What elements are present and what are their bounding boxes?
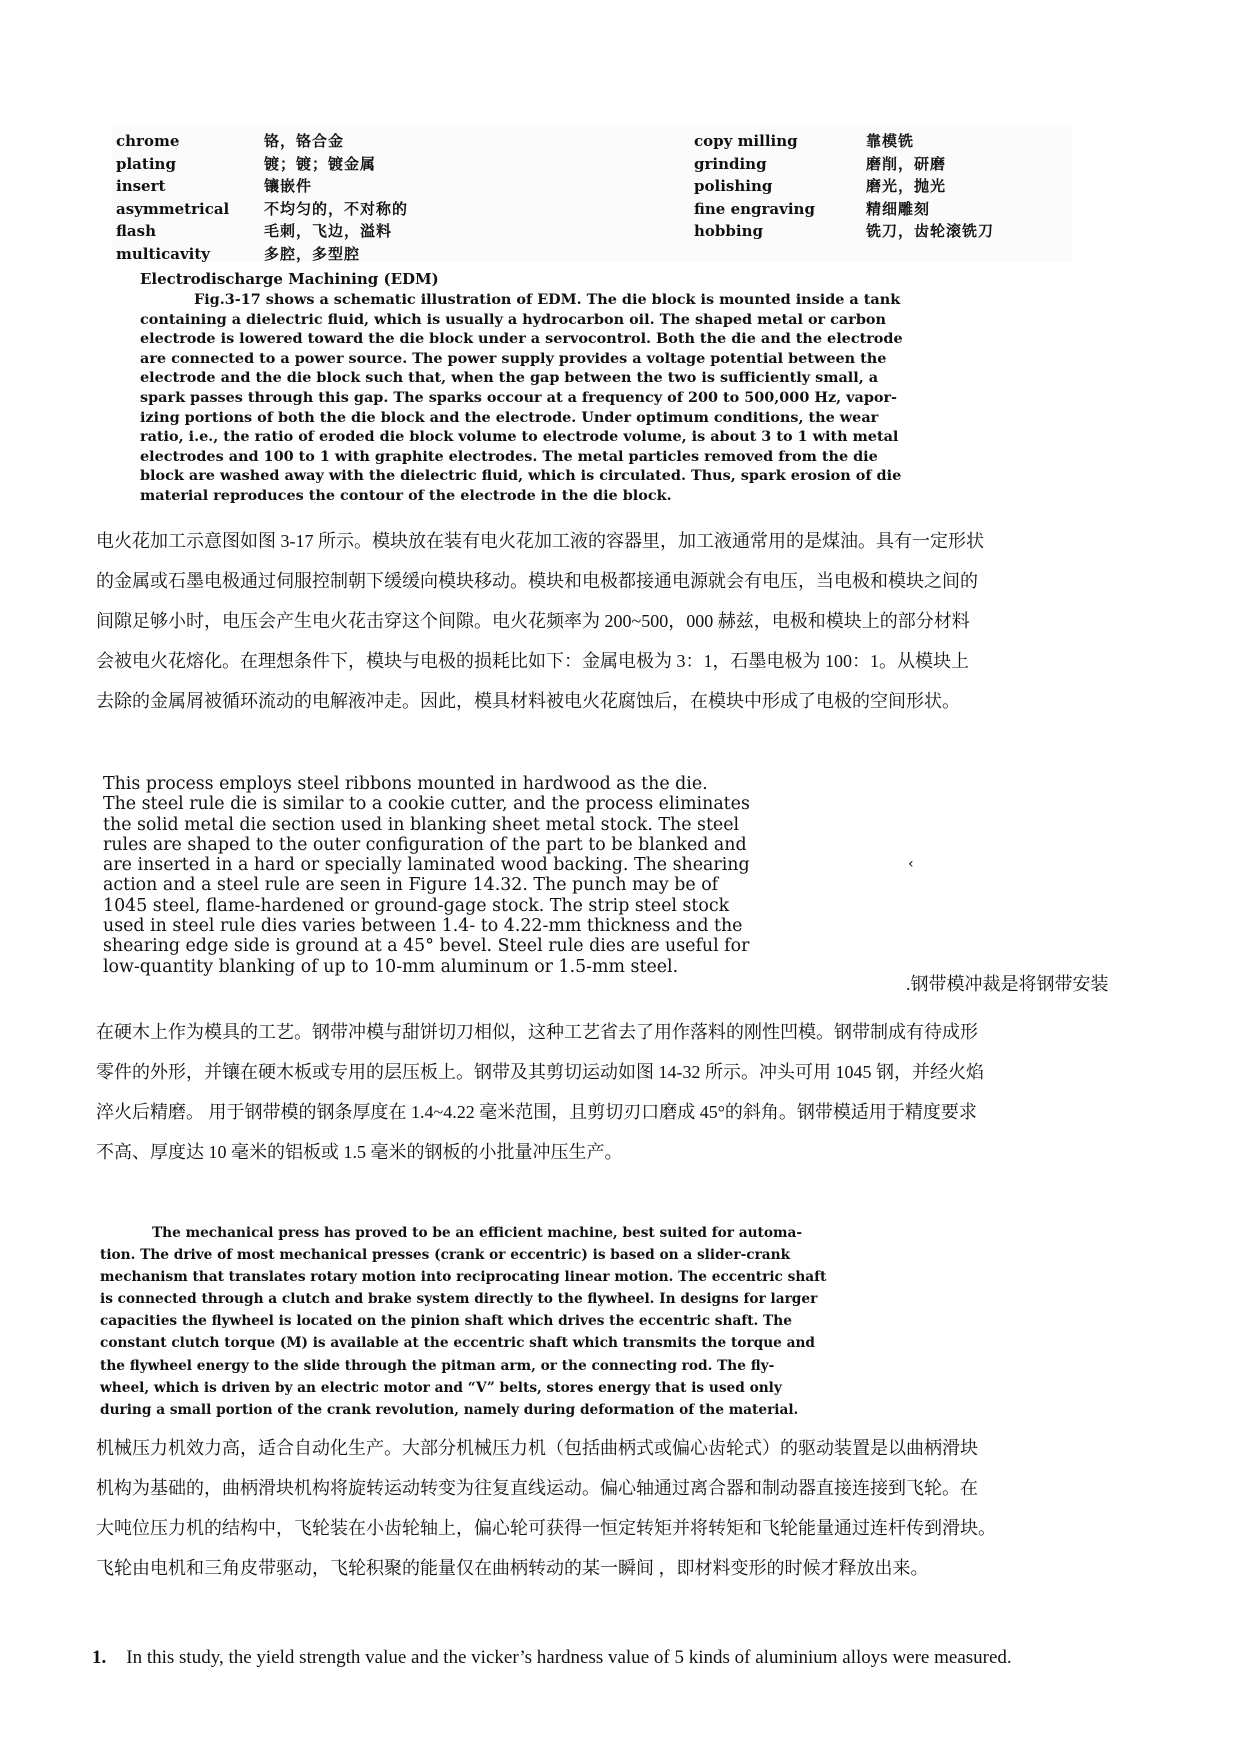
steel-rule-line: rules are shaped to the outer configuration of the part to be blanked and [103, 834, 747, 855]
press-line: during a small portion of the crank revolution, namely during deformation of the material. [100, 1401, 799, 1418]
scan-mark: ‹ [908, 856, 914, 872]
translation-line: 间隙足够小时，电压会产生电火花击穿这个间隙。电火花频率为 200~500，000 赫兹，电极和模块上的部分材料 [96, 611, 970, 631]
glossary-entry [116, 220, 408, 243]
edm-line: ratio, i.e., the ratio of eroded die block volume to electrode volume, is about 3 to 1 with metal [140, 428, 899, 446]
translation-line: 去除的金属屑被循环流动的电解液冲走。因此，模具材料被电火花腐蚀后，在模块中形成了电极的空间形状。 [96, 691, 960, 711]
glossary-translation: 精细雕刻 [866, 199, 931, 218]
translation-line: 会被电火花熔化。在理想条件下，模块与电极的损耗比如下：金属电极为 3：1，石墨电极为 100：1。从模块上 [96, 651, 969, 671]
steel-rule-line: are inserted in a hard or specially laminated wood backing. The shearing [103, 855, 750, 876]
glossary-term: plating [116, 154, 176, 173]
numbered-item [92, 1646, 1152, 1670]
glossary-entry [116, 153, 408, 176]
press-line: tion. The drive of most mechanical presses (crank or eccentric) is based on a slider-crank [100, 1247, 791, 1264]
glossary-term: asymmetrical [116, 199, 230, 218]
press-line: mechanism that translates rotary motion into reciprocating linear motion. The eccentric shaft [100, 1269, 827, 1286]
glossary-term: insert [116, 177, 166, 195]
glossary-entry [694, 198, 994, 221]
press-scanned-paragraph [100, 1222, 1020, 1420]
press-line: The mechanical press has proved to be an efficient machine, best suited for automa- [152, 1225, 803, 1241]
glossary-entry [694, 153, 994, 176]
translation-line: 的金属或石墨电极通过伺服控制朝下缓缓向模块移动。模块和电极都接通电源就会有电压，当电极和模块之间的 [96, 571, 978, 591]
edm-line: block are washed away with the dielectric fluid, which is circulated. Thus, spark erosion of die [140, 467, 902, 485]
steel-rule-translation [96, 1012, 1152, 1172]
glossary-term: grinding [694, 154, 767, 173]
translation-line: 电火花加工示意图如图 3-17 所示。模块放在装有电火花加工液的容器里，加工液通常用的是煤油。具有一定形状 [96, 531, 984, 551]
glossary-entry [694, 220, 994, 243]
glossary-translation: 铣刀，齿轮滚铣刀 [866, 222, 995, 240]
translation-line: 大吨位压力机的结构中，飞轮装在小齿轮轴上，偏心轮可获得一恒定转矩并将转矩和飞轮能量通过连杆传到滑块。 [96, 1518, 996, 1538]
glossary-table [112, 124, 1072, 262]
edm-line: electrode is lowered toward the die block under a servocontrol. Both the die and the electrode [140, 330, 903, 348]
edm-line: izing portions of both the die block and the electrode. Under optimum conditions, the wear [140, 408, 879, 426]
glossary-term: fine engraving [694, 199, 815, 218]
edm-heading: Electrodischarge Machining (EDM) [140, 270, 439, 288]
translation-line: 在硬木上作为模具的工艺。钢带冲模与甜饼切刀相似，这种工艺省去了用作落料的刚性凹模。钢带制成有待成形 [96, 1022, 978, 1042]
steel-rule-scanned-paragraph [103, 774, 903, 986]
glossary-term: multicavity [116, 244, 211, 263]
translation-line: 零件的外形，并镶在硬木板或专用的层压板上。钢带及其剪切运动如图 14-32 所示。冲头可用 1045 钢，并经火焰 [96, 1062, 984, 1082]
press-line: is connected through a clutch and brake system directly to the flywheel. In designs for larger [100, 1291, 818, 1308]
glossary-entry [116, 243, 408, 266]
press-translation [96, 1428, 1152, 1588]
glossary-translation: 镀；镀；镀金属 [264, 154, 377, 173]
glossary-entry [116, 198, 408, 221]
glossary-term: polishing [694, 177, 773, 195]
glossary-translation: 镶嵌件 [264, 177, 313, 195]
translation-line: 不高、厚度达 10 毫米的铝板或 1.5 毫米的钢板的小批量冲压生产。 [96, 1142, 623, 1162]
glossary-translation: 不均匀的，不对称的 [264, 199, 409, 218]
edm-line: spark passes through this gap. The sparks occour at a frequency of 200 to 500,000 Hz, vapor- [140, 388, 898, 406]
glossary-term: hobbing [694, 222, 763, 240]
steel-rule-line: action and a steel rule are seen in Figure 14.32. The punch may be of [103, 875, 719, 896]
glossary-translation: 靠模铣 [866, 132, 915, 150]
glossary-translation: 多腔，多型腔 [264, 244, 361, 263]
glossary-column-left [116, 130, 408, 265]
glossary-entry [116, 130, 408, 153]
translation-line: 淬火后精磨。 用于钢带模的钢条厚度在 1.4~4.22 毫米范围，且剪切刃口磨成 45°的斜角。钢带模适用于精度要求 [96, 1102, 977, 1122]
glossary-term: flash [116, 222, 156, 240]
translation-line: 机构为基础的，曲柄滑块机构将旋转运动转变为往复直线运动。偏心轴通过离合器和制动器直接连接到飞轮。在 [96, 1478, 978, 1498]
glossary-column-right [694, 130, 994, 243]
edm-line: electrodes and 100 to 1 with graphite electrodes. The metal particles removed from the die [140, 447, 878, 465]
edm-scanned-paragraph [140, 270, 1140, 515]
glossary-translation: 铬，铬合金 [264, 132, 345, 150]
press-line: constant clutch torque (M) is available at the eccentric shaft which transmits the torque and [100, 1335, 816, 1352]
glossary-translation: 磨光，抛光 [866, 177, 947, 195]
steel-rule-line: This process employs steel ribbons mounted in hardwood as the die. [103, 774, 708, 794]
edm-translation [96, 521, 1152, 721]
steel-rule-line: low-quantity blanking of up to 10-mm aluminum or 1.5-mm steel. [103, 956, 679, 977]
steel-rule-translation-start: .钢带模冲裁是将钢带安装 [906, 974, 1109, 994]
translation-line: 飞轮由电机和三角皮带驱动，飞轮积聚的能量仅在曲柄转动的某一瞬间 ，即材料变形的时候才释放出来。 [96, 1558, 929, 1578]
press-line: wheel, which is driven by an electric motor and “V” belts, stores energy that is used only [100, 1379, 782, 1396]
steel-rule-line: 1045 steel, flame-hardened or ground-gage stock. The strip steel stock [103, 895, 730, 916]
steel-rule-line: the solid metal die section used in blanking sheet metal stock. The steel [103, 814, 740, 835]
glossary-entry [694, 130, 994, 153]
glossary-entry [694, 175, 994, 198]
steel-rule-line: The steel rule die is similar to a cookie cutter, and the process eliminates [103, 794, 750, 815]
edm-line: are connected to a power source. The power supply provides a voltage potential between the [140, 349, 887, 367]
item-text: In this study, the yield strength value and the vicker’s hardness value of 5 kinds of aluminium alloys were measured. [126, 1647, 1012, 1668]
edm-line: material reproduces the contour of the electrode in the die block. [140, 486, 672, 504]
press-line: capacities the flywheel is located on the pinion shaft which drives the eccentric shaft. The [100, 1313, 792, 1330]
translation-line: 机械压力机效力高，适合自动化生产。大部分机械压力机（包括曲柄式或偏心齿轮式）的驱动装置是以曲柄滑块 [96, 1438, 978, 1458]
glossary-term: copy milling [694, 132, 798, 150]
glossary-translation: 毛刺，飞边，溢料 [264, 222, 393, 240]
steel-rule-line: used in steel rule dies varies between 1.4- to 4.22-mm thickness and the [103, 916, 743, 937]
edm-line: containing a dielectric fluid, which is usually a hydrocarbon oil. The shaped metal or carbon [140, 310, 886, 328]
item-number: 1. [92, 1647, 107, 1668]
press-line: the flywheel energy to the slide through the pitman arm, or the connecting rod. The fly- [100, 1357, 775, 1374]
glossary-entry [116, 175, 408, 198]
glossary-translation: 磨削，研磨 [866, 154, 947, 173]
edm-line: electrode and the die block such that, when the gap between the two is sufficiently small, a [140, 369, 879, 387]
glossary-term: chrome [116, 132, 180, 150]
steel-rule-line: shearing edge side is ground at a 45° bevel. Steel rule dies are useful for [103, 936, 750, 957]
edm-line: Fig.3-17 shows a schematic illustration of EDM. The die block is mounted inside a tank [194, 291, 901, 308]
